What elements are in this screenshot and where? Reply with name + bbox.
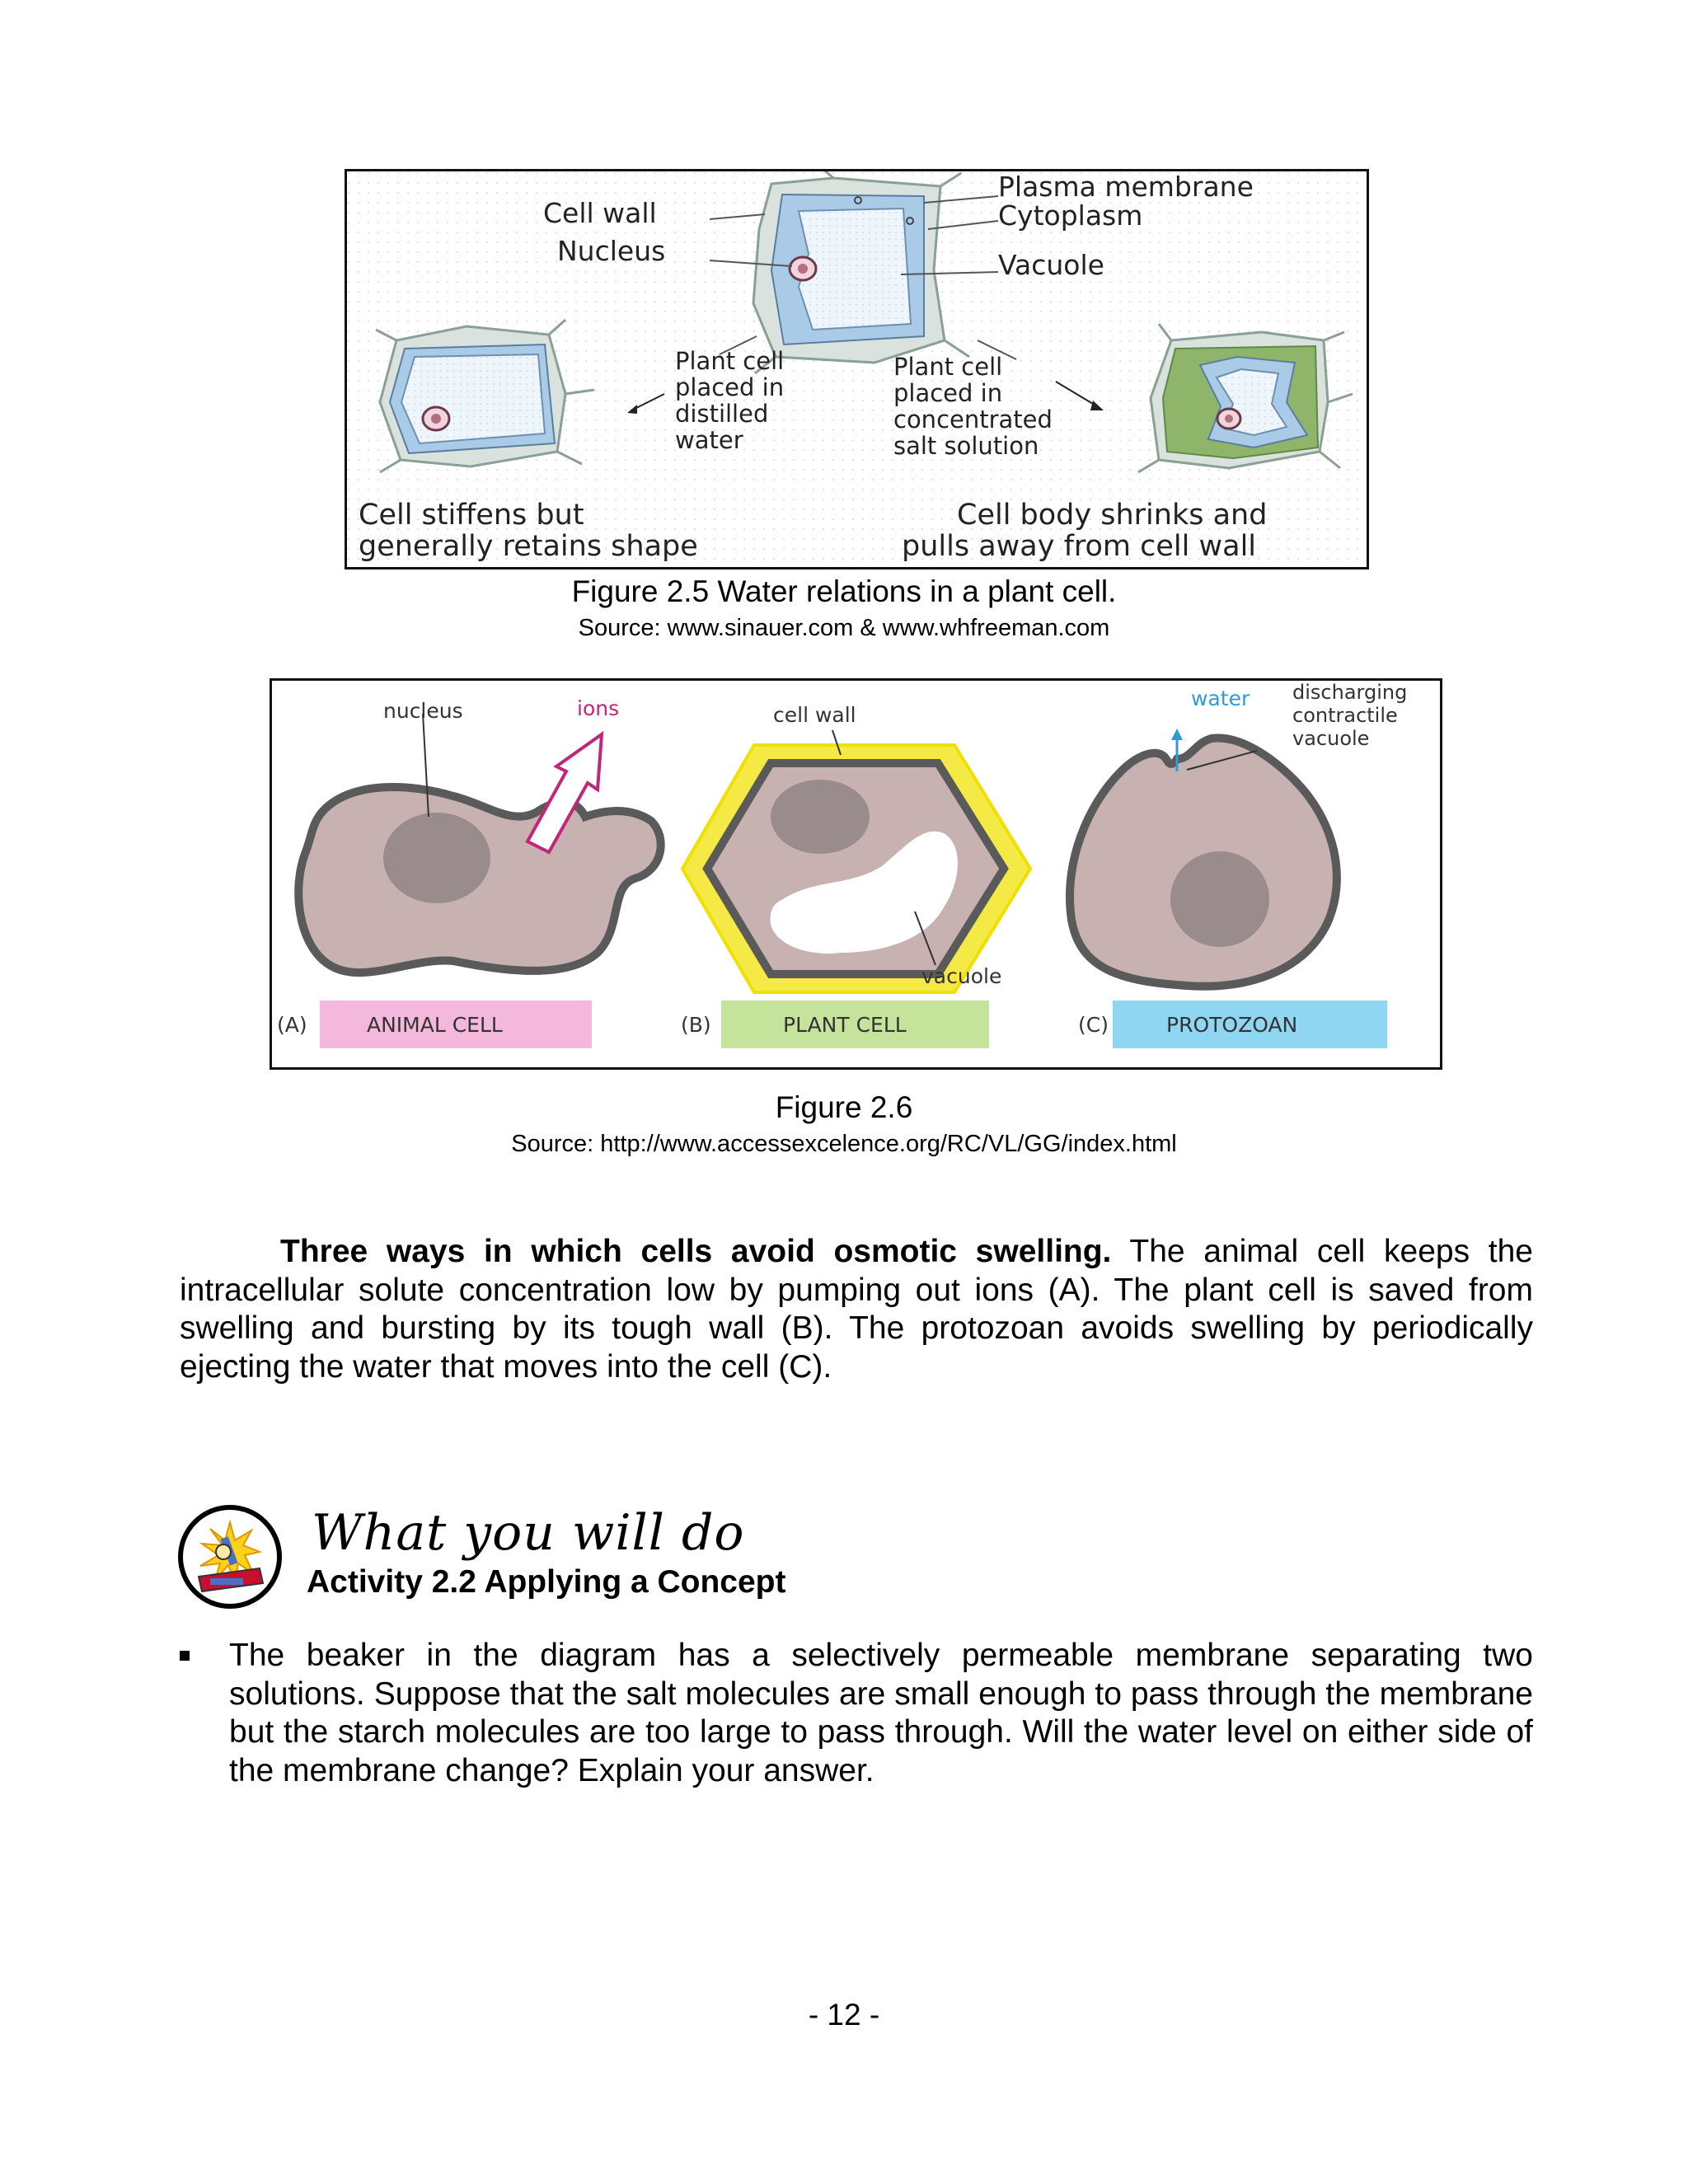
label-nucleus-2-6: nucleus — [383, 699, 463, 723]
figure-2-5-caption: Figure 2.5 Water relations in a plant cell. — [571, 574, 1117, 608]
label-nucleus: Nucleus — [557, 235, 666, 267]
label-vacuole: Vacuole — [998, 249, 1104, 281]
label-result-right-2: pulls away from cell wall — [902, 530, 1257, 563]
label-contractile-2: contractile — [1292, 704, 1398, 727]
osmotic-swelling-paragraph — [180, 1233, 1533, 1386]
animal-cell — [298, 696, 660, 972]
paragraph-body: The animal cell keeps the intracellular solute concentration low by pumping out ions (A). The plant cell is saved from swelling and bursting by its tough wall (B). The protozoan avoids swelling by periodically ejecting the water that moves into the cell (C). — [180, 1234, 1533, 1385]
figure-2-6 — [270, 678, 1442, 1070]
panel-c-name: PROTOZOAN — [1166, 1013, 1298, 1037]
panel-b-name: PLANT CELL — [783, 1013, 907, 1037]
label-distilled-1: Plant cell — [675, 347, 785, 375]
label-cell-wall-2-6: cell wall — [773, 703, 856, 727]
activity-title: Activity 2.2 Applying a Concept — [307, 1564, 786, 1600]
label-salt-3: concentrated — [893, 405, 1053, 434]
label-water: water — [1191, 687, 1250, 710]
panel-c-letter: (C) — [1078, 1013, 1109, 1037]
label-distilled-2: placed in — [675, 373, 785, 401]
label-vacuole-2-6: vacuole — [921, 964, 1002, 988]
label-salt-4: salt solution — [893, 432, 1039, 460]
label-result-left-2: generally retains shape — [359, 530, 698, 563]
label-salt-2: placed in — [893, 379, 1003, 407]
bullet-question: The beaker in the diagram has a selectively permeable membrane separating two solutions. Suppose that the salt molecules are small enough to pass through the membrane but the starch molecules are too large to pass through. Will the water level on either side of the membrane change? Explain your answer. — [229, 1638, 1533, 1788]
page-number: - 12 - — [808, 1998, 880, 2032]
label-distilled-3: distilled — [675, 400, 769, 428]
figure-2-5 — [345, 169, 1369, 569]
right-plant-cell — [1138, 324, 1353, 472]
protozoan — [1070, 681, 1407, 987]
figure-2-6-source: Source: http://www.accessexcelence.org/RC/VL/GG/index.html — [511, 1131, 1177, 1157]
figure-2-5-source: Source: www.sinauer.com & www.whfreeman.com — [578, 615, 1110, 641]
label-contractile-1: discharging — [1292, 681, 1408, 704]
label-contractile-3: vacuole — [1292, 727, 1370, 750]
plant-cell — [682, 703, 1030, 992]
label-cytoplasm: Cytoplasm — [998, 199, 1143, 232]
panel-a-name: ANIMAL CELL — [367, 1013, 503, 1037]
figure-2-5-diagram — [347, 171, 1367, 567]
figure-2-6-caption: Figure 2.6 — [775, 1090, 913, 1124]
label-distilled-4: water — [675, 426, 743, 454]
paragraph-lead: Three ways in which cells avoid osmotic swelling. — [280, 1234, 1112, 1269]
bullet-marker — [180, 1651, 190, 1661]
label-ions: ions — [577, 696, 620, 720]
figure-2-6-diagram — [272, 681, 1440, 1067]
label-result-right-1: Cell body shrinks and — [957, 499, 1268, 532]
label-cell-wall: Cell wall — [543, 197, 657, 229]
label-result-left-1: Cell stiffens but — [359, 499, 584, 532]
label-salt-1: Plant cell — [893, 353, 1003, 381]
label-plasma-membrane: Plasma membrane — [998, 171, 1254, 203]
panel-b-letter: (B) — [681, 1013, 711, 1037]
panel-a-letter: (A) — [277, 1013, 307, 1037]
scientist-microscope-icon — [177, 1504, 283, 1610]
what-you-will-do-heading: What you will do — [312, 1504, 745, 1562]
